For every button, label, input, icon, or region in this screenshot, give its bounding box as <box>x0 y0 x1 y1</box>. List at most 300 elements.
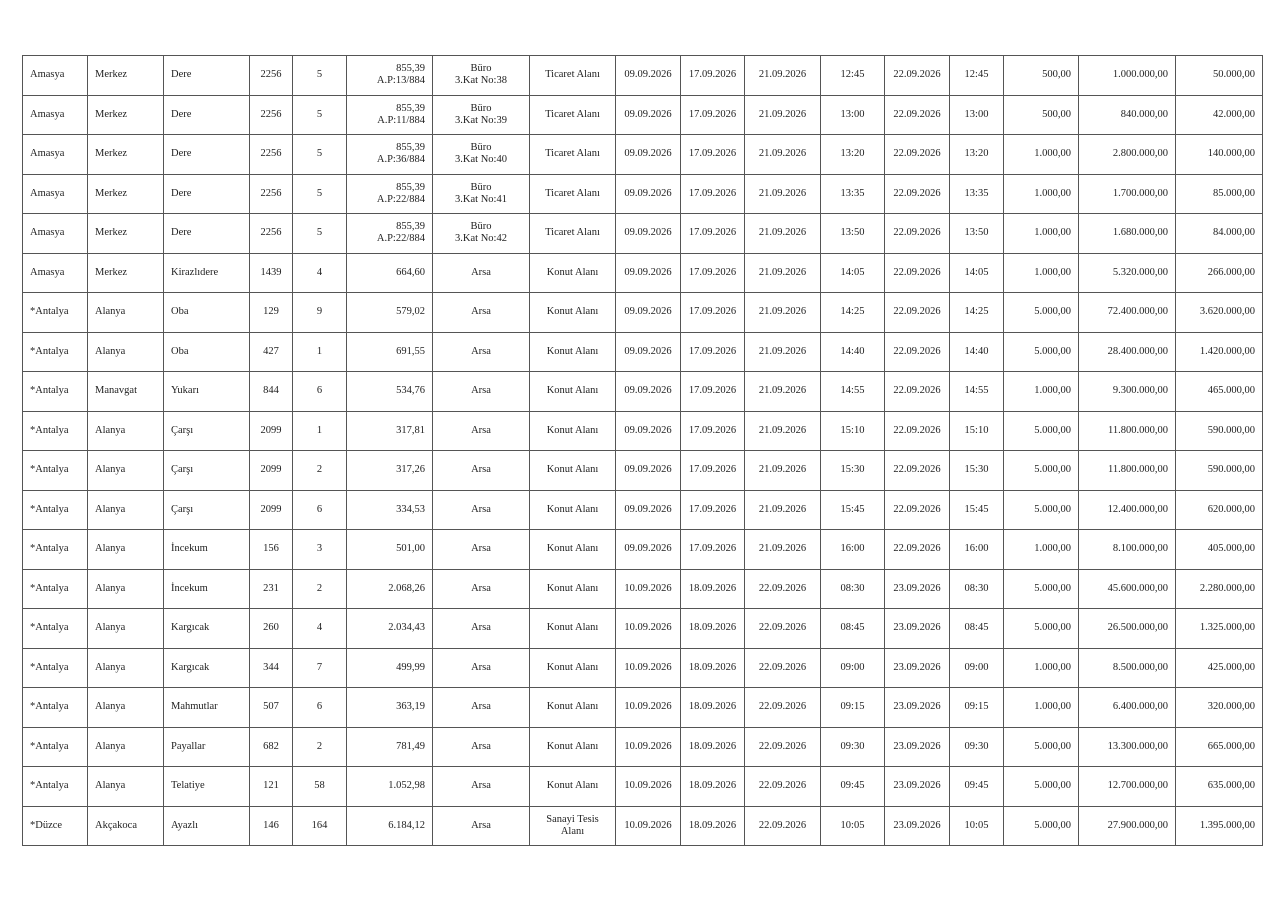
cell-line: Konut Alanı <box>546 701 599 713</box>
ihale-saati-cell: 08:30 <box>821 569 885 609</box>
parsel-cell: 1 <box>293 411 347 451</box>
table-row <box>23 135 1263 175</box>
cell-line: Konut Alanı <box>546 503 599 515</box>
artirim-tutari-cell: 5.000,00 <box>1004 569 1079 609</box>
cell-line: Arsa <box>471 582 491 594</box>
muhammen-bedel-cell: 45.600.000,00 <box>1079 569 1176 609</box>
table-row <box>23 727 1263 767</box>
mahalle-cell: Kirazlıdere <box>164 253 250 293</box>
nitelik-cell <box>433 569 530 609</box>
ihale-saati-cell: 13:20 <box>821 135 885 175</box>
ihale-tarihi-cell: 22.09.2026 <box>745 609 821 649</box>
ihale-tarihi-cell: 21.09.2026 <box>745 253 821 293</box>
ikinci-ihale-saati-cell: 14:05 <box>950 253 1004 293</box>
ada-cell: 507 <box>250 688 293 728</box>
cell-line: Büro <box>470 102 492 114</box>
cell-line: Arsa <box>471 622 491 634</box>
ikinci-ihale-tarihi-cell: 23.09.2026 <box>885 767 950 807</box>
mahalle-cell: Dere <box>164 56 250 96</box>
basvuru-baslangic-cell: 09.09.2026 <box>616 332 681 372</box>
basvuru-baslangic-cell: 10.09.2026 <box>616 727 681 767</box>
ihale-saati-cell: 13:35 <box>821 174 885 214</box>
cell-line: A.P:11/884 <box>377 114 425 126</box>
cell-line: A.P:36/884 <box>376 154 425 166</box>
mahalle-cell: İncekum <box>164 569 250 609</box>
table-row <box>23 332 1263 372</box>
ilce-cell: Merkez <box>88 253 164 293</box>
basvuru-baslangic-cell: 09.09.2026 <box>616 56 681 96</box>
ikinci-ihale-saati-cell: 12:45 <box>950 56 1004 96</box>
ihale-tarihi-cell: 22.09.2026 <box>745 569 821 609</box>
basvuru-baslangic-cell: 10.09.2026 <box>616 806 681 846</box>
parsel-cell: 1 <box>293 332 347 372</box>
cell-line: Konut Alanı <box>546 543 599 555</box>
basvuru-bitis-cell: 17.09.2026 <box>681 214 745 254</box>
artirim-tutari-cell: 5.000,00 <box>1004 727 1079 767</box>
ikinci-ihale-saati-cell: 10:05 <box>950 806 1004 846</box>
yuzolcumu-cell <box>347 174 433 214</box>
ihale-saati-cell: 09:45 <box>821 767 885 807</box>
artirim-tutari-cell: 1.000,00 <box>1004 530 1079 570</box>
nitelik-cell <box>433 727 530 767</box>
parsel-cell: 2 <box>293 451 347 491</box>
nitelik-cell <box>433 214 530 254</box>
artirim-tutari-cell: 5.000,00 <box>1004 332 1079 372</box>
cell-line: Konut Alanı <box>546 345 599 357</box>
table-row <box>23 688 1263 728</box>
muhammen-bedel-cell: 5.320.000,00 <box>1079 253 1176 293</box>
table-row <box>23 569 1263 609</box>
il-cell: *Antalya <box>23 767 88 807</box>
basvuru-bitis-cell: 17.09.2026 <box>681 293 745 333</box>
muhammen-bedel-cell: 12.400.000,00 <box>1079 490 1176 530</box>
ihale-saati-cell: 14:40 <box>821 332 885 372</box>
nitelik-cell <box>433 411 530 451</box>
ikinci-ihale-tarihi-cell: 22.09.2026 <box>885 451 950 491</box>
ikinci-ihale-saati-cell: 15:45 <box>950 490 1004 530</box>
artirim-tutari-cell: 1.000,00 <box>1004 135 1079 175</box>
cell-line: Konut Alanı <box>546 424 599 436</box>
ihale-tarihi-cell: 22.09.2026 <box>745 727 821 767</box>
table-row <box>23 56 1263 96</box>
ilce-cell: Merkez <box>88 56 164 96</box>
ihale-saati-cell: 15:45 <box>821 490 885 530</box>
artirim-tutari-cell: 500,00 <box>1004 95 1079 135</box>
parsel-cell: 4 <box>293 253 347 293</box>
ikinci-ihale-saati-cell: 08:30 <box>950 569 1004 609</box>
mahalle-cell: Çarşı <box>164 490 250 530</box>
ada-cell: 129 <box>250 293 293 333</box>
ihale-tarihi-cell: 21.09.2026 <box>745 293 821 333</box>
cell-line: 3.Kat No:42 <box>455 233 507 245</box>
artirim-tutari-cell: 5.000,00 <box>1004 411 1079 451</box>
basvuru-bitis-cell: 18.09.2026 <box>681 767 745 807</box>
artirim-tutari-cell: 1.000,00 <box>1004 253 1079 293</box>
yuzolcumu-cell <box>347 135 433 175</box>
ikinci-ihale-saati-cell: 13:50 <box>950 214 1004 254</box>
yuzolcumu-cell <box>347 293 433 333</box>
table-row <box>23 530 1263 570</box>
parsel-cell: 2 <box>293 569 347 609</box>
cell-line: 3.Kat No:39 <box>455 114 507 126</box>
auction-table <box>22 55 1263 846</box>
cell-line: 855,39 <box>396 221 425 233</box>
il-cell: *Antalya <box>23 727 88 767</box>
imar-durumu-cell <box>530 95 616 135</box>
ikinci-ihale-saati-cell: 16:00 <box>950 530 1004 570</box>
basvuru-bitis-cell: 17.09.2026 <box>681 95 745 135</box>
cell-line: Arsa <box>471 306 491 318</box>
cell-line: Konut Alanı <box>546 661 599 673</box>
mahalle-cell: Kargıcak <box>164 648 250 688</box>
cell-line: 855,39 <box>396 181 425 193</box>
muhammen-bedel-cell: 12.700.000,00 <box>1079 767 1176 807</box>
yuzolcumu-cell <box>347 530 433 570</box>
ikinci-ihale-saati-cell: 09:45 <box>950 767 1004 807</box>
muhammen-bedel-cell: 27.900.000,00 <box>1079 806 1176 846</box>
imar-durumu-cell <box>530 806 616 846</box>
mahalle-cell: Dere <box>164 95 250 135</box>
parsel-cell: 7 <box>293 648 347 688</box>
teminat-cell: 140.000,00 <box>1176 135 1263 175</box>
ihale-saati-cell: 16:00 <box>821 530 885 570</box>
il-cell: Amasya <box>23 214 88 254</box>
muhammen-bedel-cell: 28.400.000,00 <box>1079 332 1176 372</box>
parsel-cell: 3 <box>293 530 347 570</box>
table-row <box>23 95 1263 135</box>
parsel-cell: 5 <box>293 95 347 135</box>
cell-line: 6.184,12 <box>388 819 425 831</box>
ilce-cell: Merkez <box>88 95 164 135</box>
nitelik-cell <box>433 451 530 491</box>
il-cell: *Antalya <box>23 451 88 491</box>
ilce-cell: Alanya <box>88 411 164 451</box>
cell-line: Arsa <box>471 819 491 831</box>
ikinci-ihale-saati-cell: 13:20 <box>950 135 1004 175</box>
il-cell: Amasya <box>23 174 88 214</box>
basvuru-baslangic-cell: 09.09.2026 <box>616 95 681 135</box>
imar-durumu-cell <box>530 451 616 491</box>
table-row <box>23 490 1263 530</box>
ada-cell: 2256 <box>250 174 293 214</box>
parsel-cell: 6 <box>293 490 347 530</box>
cell-line: 3.Kat No:40 <box>455 154 507 166</box>
ikinci-ihale-saati-cell: 09:15 <box>950 688 1004 728</box>
basvuru-baslangic-cell: 09.09.2026 <box>616 293 681 333</box>
mahalle-cell: Dere <box>164 174 250 214</box>
artirim-tutari-cell: 5.000,00 <box>1004 490 1079 530</box>
muhammen-bedel-cell: 11.800.000,00 <box>1079 451 1176 491</box>
ilce-cell: Alanya <box>88 648 164 688</box>
ikinci-ihale-saati-cell: 09:00 <box>950 648 1004 688</box>
yuzolcumu-cell <box>347 767 433 807</box>
parsel-cell: 9 <box>293 293 347 333</box>
il-cell: *Antalya <box>23 293 88 333</box>
imar-durumu-cell <box>530 214 616 254</box>
cell-line: 691,55 <box>396 345 425 357</box>
teminat-cell: 42.000,00 <box>1176 95 1263 135</box>
cell-line: Konut Alanı <box>546 780 599 792</box>
ihale-saati-cell: 09:00 <box>821 648 885 688</box>
parsel-cell: 4 <box>293 609 347 649</box>
muhammen-bedel-cell: 8.500.000,00 <box>1079 648 1176 688</box>
cell-line: 317,81 <box>396 424 425 436</box>
imar-durumu-cell <box>530 56 616 96</box>
mahalle-cell: Çarşı <box>164 451 250 491</box>
basvuru-bitis-cell: 17.09.2026 <box>681 253 745 293</box>
ilce-cell: Merkez <box>88 214 164 254</box>
basvuru-baslangic-cell: 10.09.2026 <box>616 569 681 609</box>
ihale-tarihi-cell: 21.09.2026 <box>745 451 821 491</box>
ilce-cell: Merkez <box>88 135 164 175</box>
ikinci-ihale-tarihi-cell: 22.09.2026 <box>885 95 950 135</box>
teminat-cell: 266.000,00 <box>1176 253 1263 293</box>
ikinci-ihale-tarihi-cell: 23.09.2026 <box>885 648 950 688</box>
ihale-saati-cell: 12:45 <box>821 56 885 96</box>
ikinci-ihale-saati-cell: 15:30 <box>950 451 1004 491</box>
ada-cell: 156 <box>250 530 293 570</box>
ikinci-ihale-saati-cell: 13:00 <box>950 95 1004 135</box>
cell-line: 2.068,26 <box>388 582 425 594</box>
yuzolcumu-cell <box>347 648 433 688</box>
basvuru-bitis-cell: 17.09.2026 <box>681 451 745 491</box>
yuzolcumu-cell <box>347 451 433 491</box>
cell-line: Arsa <box>471 661 491 673</box>
table-row <box>23 609 1263 649</box>
imar-durumu-cell <box>530 767 616 807</box>
imar-durumu-cell <box>530 490 616 530</box>
teminat-cell: 425.000,00 <box>1176 648 1263 688</box>
il-cell: *Antalya <box>23 648 88 688</box>
basvuru-baslangic-cell: 09.09.2026 <box>616 372 681 412</box>
muhammen-bedel-cell: 13.300.000,00 <box>1079 727 1176 767</box>
cell-line: Konut Alanı <box>546 266 599 278</box>
ilce-cell: Alanya <box>88 490 164 530</box>
ikinci-ihale-saati-cell: 14:25 <box>950 293 1004 333</box>
ihale-tarihi-cell: 21.09.2026 <box>745 490 821 530</box>
parsel-cell: 58 <box>293 767 347 807</box>
table-row <box>23 648 1263 688</box>
ada-cell: 231 <box>250 569 293 609</box>
yuzolcumu-cell <box>347 214 433 254</box>
imar-durumu-cell <box>530 332 616 372</box>
ada-cell: 260 <box>250 609 293 649</box>
ada-cell: 2099 <box>250 411 293 451</box>
ilce-cell: Alanya <box>88 530 164 570</box>
cell-line: Konut Alanı <box>546 582 599 594</box>
ilce-cell: Alanya <box>88 609 164 649</box>
ihale-tarihi-cell: 21.09.2026 <box>745 174 821 214</box>
ikinci-ihale-tarihi-cell: 22.09.2026 <box>885 214 950 254</box>
yuzolcumu-cell <box>347 332 433 372</box>
parsel-cell: 5 <box>293 56 347 96</box>
artirim-tutari-cell: 1.000,00 <box>1004 648 1079 688</box>
mahalle-cell: Dere <box>164 135 250 175</box>
yuzolcumu-cell <box>347 372 433 412</box>
il-cell: *Antalya <box>23 569 88 609</box>
ihale-tarihi-cell: 21.09.2026 <box>745 372 821 412</box>
nitelik-cell <box>433 135 530 175</box>
ikinci-ihale-tarihi-cell: 22.09.2026 <box>885 56 950 96</box>
muhammen-bedel-cell: 1.680.000,00 <box>1079 214 1176 254</box>
ikinci-ihale-saati-cell: 15:10 <box>950 411 1004 451</box>
artirim-tutari-cell: 5.000,00 <box>1004 609 1079 649</box>
teminat-cell: 665.000,00 <box>1176 727 1263 767</box>
yuzolcumu-cell <box>347 727 433 767</box>
ada-cell: 1439 <box>250 253 293 293</box>
ihale-tarihi-cell: 21.09.2026 <box>745 56 821 96</box>
cell-line: Ticaret Alanı <box>545 108 600 120</box>
ikinci-ihale-tarihi-cell: 23.09.2026 <box>885 688 950 728</box>
parsel-cell: 5 <box>293 174 347 214</box>
ikinci-ihale-tarihi-cell: 22.09.2026 <box>885 135 950 175</box>
table-row <box>23 293 1263 333</box>
il-cell: *Antalya <box>23 372 88 412</box>
ihale-saati-cell: 09:15 <box>821 688 885 728</box>
ihale-saati-cell: 15:30 <box>821 451 885 491</box>
cell-line: Ticaret Alanı <box>545 148 600 160</box>
mahalle-cell: Payallar <box>164 727 250 767</box>
artirim-tutari-cell: 5.000,00 <box>1004 806 1079 846</box>
cell-line: Büro <box>470 221 492 233</box>
ada-cell: 682 <box>250 727 293 767</box>
ihale-saati-cell: 13:00 <box>821 95 885 135</box>
mahalle-cell: Dere <box>164 214 250 254</box>
artirim-tutari-cell: 5.000,00 <box>1004 767 1079 807</box>
teminat-cell: 1.325.000,00 <box>1176 609 1263 649</box>
ikinci-ihale-saati-cell: 13:35 <box>950 174 1004 214</box>
ilce-cell: Alanya <box>88 727 164 767</box>
ikinci-ihale-tarihi-cell: 22.09.2026 <box>885 174 950 214</box>
cell-line: Konut Alanı <box>546 385 599 397</box>
nitelik-cell <box>433 95 530 135</box>
basvuru-bitis-cell: 18.09.2026 <box>681 688 745 728</box>
cell-line: 501,00 <box>396 543 425 555</box>
imar-durumu-cell <box>530 135 616 175</box>
cell-line: Konut Alanı <box>546 306 599 318</box>
artirim-tutari-cell: 5.000,00 <box>1004 451 1079 491</box>
ihale-saati-cell: 15:10 <box>821 411 885 451</box>
mahalle-cell: Oba <box>164 293 250 333</box>
artirim-tutari-cell: 1.000,00 <box>1004 214 1079 254</box>
ilce-cell: Alanya <box>88 332 164 372</box>
yuzolcumu-cell <box>347 806 433 846</box>
ikinci-ihale-tarihi-cell: 22.09.2026 <box>885 530 950 570</box>
basvuru-bitis-cell: 18.09.2026 <box>681 806 745 846</box>
basvuru-baslangic-cell: 10.09.2026 <box>616 688 681 728</box>
ada-cell: 2256 <box>250 135 293 175</box>
il-cell: Amasya <box>23 95 88 135</box>
cell-line: 534,76 <box>396 385 425 397</box>
cell-line: Sanayi Tesis <box>546 813 599 825</box>
ihale-saati-cell: 09:30 <box>821 727 885 767</box>
ikinci-ihale-tarihi-cell: 23.09.2026 <box>885 609 950 649</box>
table-row <box>23 411 1263 451</box>
cell-line: A.P:22/884 <box>376 233 425 245</box>
ihale-saati-cell: 14:05 <box>821 253 885 293</box>
cell-line: Büro <box>470 142 492 154</box>
ikinci-ihale-tarihi-cell: 22.09.2026 <box>885 293 950 333</box>
il-cell: *Antalya <box>23 411 88 451</box>
nitelik-cell <box>433 332 530 372</box>
ikinci-ihale-tarihi-cell: 23.09.2026 <box>885 569 950 609</box>
ihale-tarihi-cell: 21.09.2026 <box>745 214 821 254</box>
parsel-cell: 164 <box>293 806 347 846</box>
imar-durumu-cell <box>530 411 616 451</box>
mahalle-cell: Telatiye <box>164 767 250 807</box>
teminat-cell: 635.000,00 <box>1176 767 1263 807</box>
nitelik-cell <box>433 293 530 333</box>
mahalle-cell: Ayazlı <box>164 806 250 846</box>
ikinci-ihale-saati-cell: 14:40 <box>950 332 1004 372</box>
cell-line: 363,19 <box>396 701 425 713</box>
yuzolcumu-cell <box>347 688 433 728</box>
nitelik-cell <box>433 688 530 728</box>
cell-line: Alanı <box>560 825 585 837</box>
artirim-tutari-cell: 1.000,00 <box>1004 174 1079 214</box>
basvuru-bitis-cell: 17.09.2026 <box>681 332 745 372</box>
parsel-cell: 5 <box>293 135 347 175</box>
il-cell: *Antalya <box>23 530 88 570</box>
cell-line: Arsa <box>471 701 491 713</box>
muhammen-bedel-cell: 1.700.000,00 <box>1079 174 1176 214</box>
mahalle-cell: İncekum <box>164 530 250 570</box>
basvuru-baslangic-cell: 10.09.2026 <box>616 648 681 688</box>
ihale-saati-cell: 14:55 <box>821 372 885 412</box>
ilce-cell: Akçakoca <box>88 806 164 846</box>
mahalle-cell: Yukarı <box>164 372 250 412</box>
il-cell: *Antalya <box>23 332 88 372</box>
ihale-saati-cell: 13:50 <box>821 214 885 254</box>
ada-cell: 2256 <box>250 56 293 96</box>
cell-line: Ticaret Alanı <box>545 69 600 81</box>
muhammen-bedel-cell: 840.000,00 <box>1079 95 1176 135</box>
ihale-saati-cell: 10:05 <box>821 806 885 846</box>
basvuru-bitis-cell: 17.09.2026 <box>681 411 745 451</box>
basvuru-baslangic-cell: 09.09.2026 <box>616 174 681 214</box>
nitelik-cell <box>433 806 530 846</box>
basvuru-bitis-cell: 17.09.2026 <box>681 56 745 96</box>
basvuru-bitis-cell: 17.09.2026 <box>681 135 745 175</box>
ikinci-ihale-tarihi-cell: 22.09.2026 <box>885 253 950 293</box>
ikinci-ihale-saati-cell: 08:45 <box>950 609 1004 649</box>
mahalle-cell: Çarşı <box>164 411 250 451</box>
ihale-tarihi-cell: 21.09.2026 <box>745 411 821 451</box>
imar-durumu-cell <box>530 253 616 293</box>
ikinci-ihale-tarihi-cell: 23.09.2026 <box>885 806 950 846</box>
parsel-cell: 5 <box>293 214 347 254</box>
muhammen-bedel-cell: 1.000.000,00 <box>1079 56 1176 96</box>
table-row <box>23 214 1263 254</box>
cell-line: 664,60 <box>396 266 425 278</box>
table-row <box>23 806 1263 846</box>
basvuru-baslangic-cell: 09.09.2026 <box>616 411 681 451</box>
ikinci-ihale-saati-cell: 14:55 <box>950 372 1004 412</box>
il-cell: Amasya <box>23 135 88 175</box>
teminat-cell: 590.000,00 <box>1176 411 1263 451</box>
il-cell: Amasya <box>23 56 88 96</box>
cell-line: Ticaret Alanı <box>545 227 600 239</box>
cell-line: Arsa <box>471 503 491 515</box>
imar-durumu-cell <box>530 609 616 649</box>
muhammen-bedel-cell: 26.500.000,00 <box>1079 609 1176 649</box>
cell-line: Konut Alanı <box>546 622 599 634</box>
teminat-cell: 590.000,00 <box>1176 451 1263 491</box>
basvuru-bitis-cell: 17.09.2026 <box>681 372 745 412</box>
table-row <box>23 451 1263 491</box>
ikinci-ihale-tarihi-cell: 22.09.2026 <box>885 411 950 451</box>
parsel-cell: 6 <box>293 688 347 728</box>
